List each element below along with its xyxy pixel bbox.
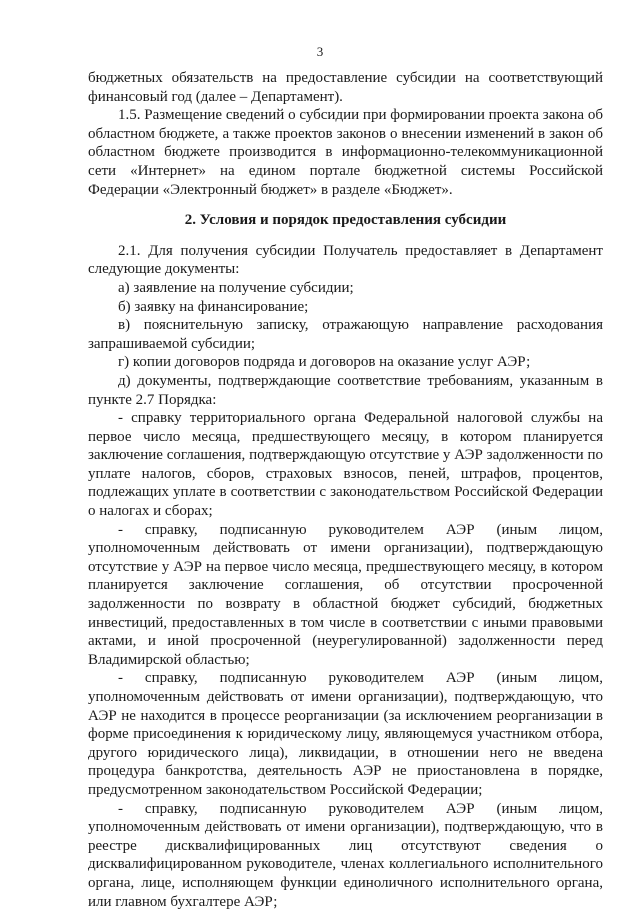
paragraph: - справку территориального органа Федеральной налоговой службы на первое число месяца, предшествующего месяцу, в котором планируется заключение соглашения, подтверждающую отсутствие у АЭР задолженности по уплате налогов, сборов, страховых взносов, пеней, штрафов, процентов, подлежащих уплате в соответствии с законодательством Российской Федерации о налогах и сборах; <box>88 410 603 520</box>
paragraph: д) документы, подтверждающие соответствие требованиям, указанным в пункте 2.7 Порядка: <box>88 372 603 408</box>
paragraph: 2.1. Для получения субсидии Получатель предоставляет в Департамент следующие документы: <box>88 242 603 278</box>
paragraph: 1.5. Размещение сведений о субсидии при формировании проекта закона об областном бюджете, а также проектов законов о внесении изменений в закон об областном бюджете производится в информационно-телекоммуникационной сети «Интернет» на едином портале бюджетной системы Российской Федерации «Электронный бюджет» в разделе «Бюджет». <box>88 107 603 198</box>
section-heading: 2. Условия и порядок предоставления субсидии <box>184 212 507 229</box>
paragraph: в) пояснительную записку, отражающую направление расходования запрашиваемой субсидии; <box>88 317 603 352</box>
intro-paragraphs <box>88 69 603 199</box>
paragraph: - справку, подписанную руководителем АЭР (иным лицом, уполномоченным действовать от имени организации), подтверждающую, что АЭР не находится в процессе реорганизации (за исключением реорганизации в форме присоединения к юридическому лицу, являющемуся участником отбора, другого юридического лица), ликвидации, в отношении него не введена процедура банкротства, деятельность АЭР не приостановлена в порядке, предусмотренном законодательством Российской Федерации; <box>88 670 603 798</box>
page-number: 3 <box>316 44 324 59</box>
document-body <box>88 69 603 911</box>
section-paragraphs <box>88 242 603 911</box>
paragraph: а) заявление на получение субсидии; <box>118 279 354 296</box>
paragraph: - справку, подписанную руководителем АЭР (иным лицом, уполномоченным действовать от имени организации), подтверждающую, что в реестре дисквалифицированных лиц отсутствуют сведения о дисквалифицированном руководителе, членах коллегиального исполнительного органа, лице, исполняющем функции единоличного исполнительного органа, или главном бухгалтере АЭР; <box>88 800 603 910</box>
paragraph: б) заявку на финансирование; <box>118 298 309 315</box>
paragraph: - справку, подписанную руководителем АЭР (иным лицом, уполномоченным действовать от имени организации), подтверждающую отсутствие у АЭР на первое число месяца, предшествующего месяцу, в котором планируется заключение соглашения, об отсутствии просроченной задолженности по возврату в областной бюджет субсидий, бюджетных инвестиций, предоставленных в том числе в соответствии с иными правовыми актами, и иной просроченной (неурегулированной) задолженности перед Владимирской областью; <box>88 521 603 668</box>
paragraph: г) копии договоров подряда и договоров на оказание услуг АЭР; <box>118 354 531 371</box>
paragraph: бюджетных обязательств на предоставление субсидии на соответствующий финансовый год (далее – Департамент). <box>88 70 603 105</box>
